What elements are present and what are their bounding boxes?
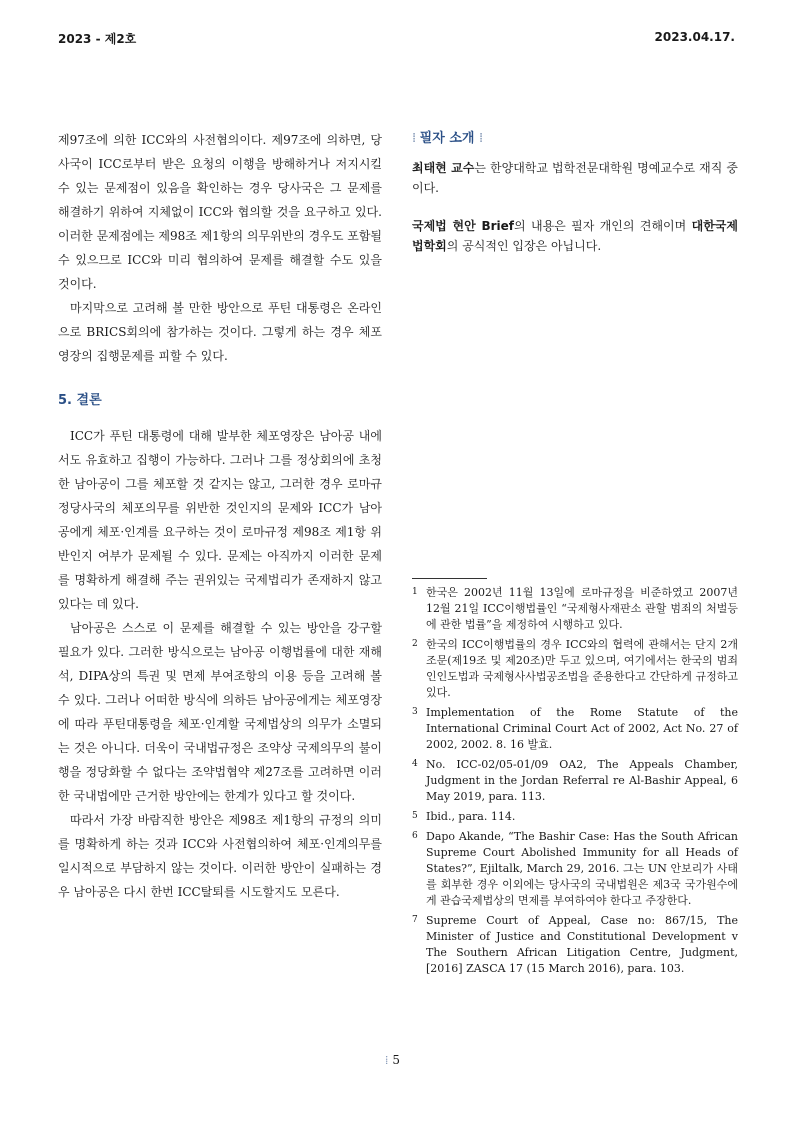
footnote-number: 5 [412,811,418,821]
heading-mark-icon: ⁞ [478,131,483,146]
body-paragraph: 남아공은 스스로 이 문제를 해결할 수 있는 방안을 강구할 필요가 있다. 그러한 방식으로는 남아공 이행법률에 대한 재해석, DIPA상의 특권 및 면제 부여조항의 이용 등을 고려해 볼 수 있다. 그러나 어떠한 방식에 의하든 남아공에게는 체포영장에 따라 푸틴대통령을 체포·인계할 국제법상의 의무가 소멸되는 것은 아니다. 더욱이 국내법규정은 조약상 국제의무의 불이행을 정당화할 수 없다는 조약법협약 제27조를 고려하면 이러한 국내법에만 근거한 방안에는 한계가 있다고 할 것이다. [58,621,382,803]
footnote-item [412,829,738,909]
footnote-text: Ibid., para. 114. [426,810,516,823]
disclaimer-text: 의 공식적인 입장은 아닙니다. [446,239,602,253]
body-paragraph: 따라서 가장 바람직한 방안은 제98조 제1항의 규정의 의미를 명확하게 하는 것과 ICC와 사전협의하여 체포·인계의무를 일시적으로 부담하지 않는 것이다. 이러한 방안이 실패하는 경우 남아공은 다시 한번 ICC탈퇴를 시도할지도 모른다. [58,813,382,899]
footnote-number: 4 [412,759,418,769]
page-number [385,1053,400,1068]
author-name: 최태현 교수 [412,161,475,175]
disclaimer-text: 의 내용은 필자 개인의 견해이며 [514,219,692,233]
footnote-item [412,913,738,977]
footnotes [412,578,738,981]
footnote-number: 6 [412,831,418,841]
heading-mark-icon: ⁞ [412,131,416,146]
footnote-text: 한국의 ICC이행법률의 경우 ICC와의 협력에 관해서는 단지 2개 조문(제19조 및 제20조)만 두고 있으며, 여기에서는 한국의 범죄인인도법과 국제형사사법공조법을 준용한다고 간단하게 규정하고 있다. [426,638,738,699]
author-heading-label: 필자 소개 [419,131,475,146]
section-heading: 5. 결론 [58,393,102,408]
footnote-number: 2 [412,639,418,649]
footnote-number: 1 [412,587,418,597]
footnote-item [412,637,738,701]
issue-number: 2023 - 제2호 [58,32,137,46]
page-mark-icon: ⁞ [385,1053,389,1067]
left-column [58,128,382,904]
footnote-item [412,705,738,753]
body-paragraph: ICC가 푸틴 대통령에 대해 발부한 체포영장은 남아공 내에서도 유효하고 집행이 가능하다. 그러나 그를 정상회의에 초청한 남아공이 그를 체포할 것 같지는 않고, 그러한 경우 로마규정당사국의 체포의무를 위반한 것인지의 문제와 ICC가 남아공에게 체포·인계를 요구하는 것이 로마규정 제98조 제1항 위반인지 여부가 문제될 수 있다. 문제는 아직까지 이러한 문제를 명확하게 해결해 주는 권위있는 국제법리가 존재하지 않고 있다는 데 있다. [58,429,382,611]
footnote-text: Dapo Akande, “The Bashir Case: Has the South African Supreme Court Abolished Immunity for all Heads of States?”, Ejiltalk, March 29, 2016. 그는 UN 안보리가 사태를 회부한 경우 이외에는 당사국의 국내법원은 제3국 국가원수에게 관습국제법상의 면제를 부여하여야 한다고 주장한다. [426,830,738,907]
disclaimer [412,216,738,256]
society-name: 대한국제법학회 [412,219,738,253]
brief-name: 국제법 현안 Brief [412,219,514,233]
body-paragraph: 마지막으로 고려해 볼 만한 방안으로 푸틴 대통령은 온라인으로 BRICS회의에 참가하는 것이다. 그렇게 하는 경우 체포영장의 집행문제를 피할 수 있다. [58,301,382,363]
footnote-number: 3 [412,707,418,717]
footnote-text: No. ICC-02/05-01/09 OA2, The Appeals Chamber, Judgment in the Jordan Referral re Al-Bashir Appeal, 6 May 2019, para. 113. [426,758,738,803]
footnote-item [412,585,738,633]
footnote-item [412,757,738,805]
author-heading [412,128,738,150]
page-header [58,30,735,50]
footnote-divider [412,578,487,579]
footnote-item [412,809,738,825]
footnote-text: Supreme Court of Appeal, Case no: 867/15, The Minister of Justice and Constitutional Development v The Southern African Litigation Centre, Judgment, [2016] ZASCA 17 (15 March 2016), para. 103. [426,914,738,975]
author-description: 는 한양대학교 법학전문대학원 명예교수로 재직 중이다. [412,161,739,195]
body-paragraph: 제97조에 의한 ICC와의 사전협의이다. 제97조에 의하면, 당사국이 ICC로부터 받은 요청의 이행을 방해하거나 저지시킬 수 있는 문제점이 있음을 확인하는 경우 당사국은 그 문제를 해결하기 위하여 지체없이 ICC와 협의할 것을 요구하고 있다. 이러한 문제점에는 제98조 제1항의 의무위반의 경우도 포함될 수 있으므로 ICC와 미리 협의하여 문제를 해결할 수도 있을 것이다. [58,133,383,291]
footnote-text: 한국은 2002년 11월 13일에 로마규정을 비준하였고 2007년 12월 21일 ICC이행법률인 “국제형사재판소 관할 범죄의 처벌등에 관한 법률”을 제정하여 시행하고 있다. [426,586,738,631]
right-column [412,128,738,274]
footnote-number: 7 [412,915,418,925]
footnote-text: Implementation of the Rome Statute of the International Criminal Court Act of 2002, Act No. 27 of 2002, 2002. 8. 16 발효. [426,706,738,751]
page-number-value: 5 [392,1053,400,1067]
author-bio [412,158,738,198]
issue-date: 2023.04.17. [654,30,735,44]
